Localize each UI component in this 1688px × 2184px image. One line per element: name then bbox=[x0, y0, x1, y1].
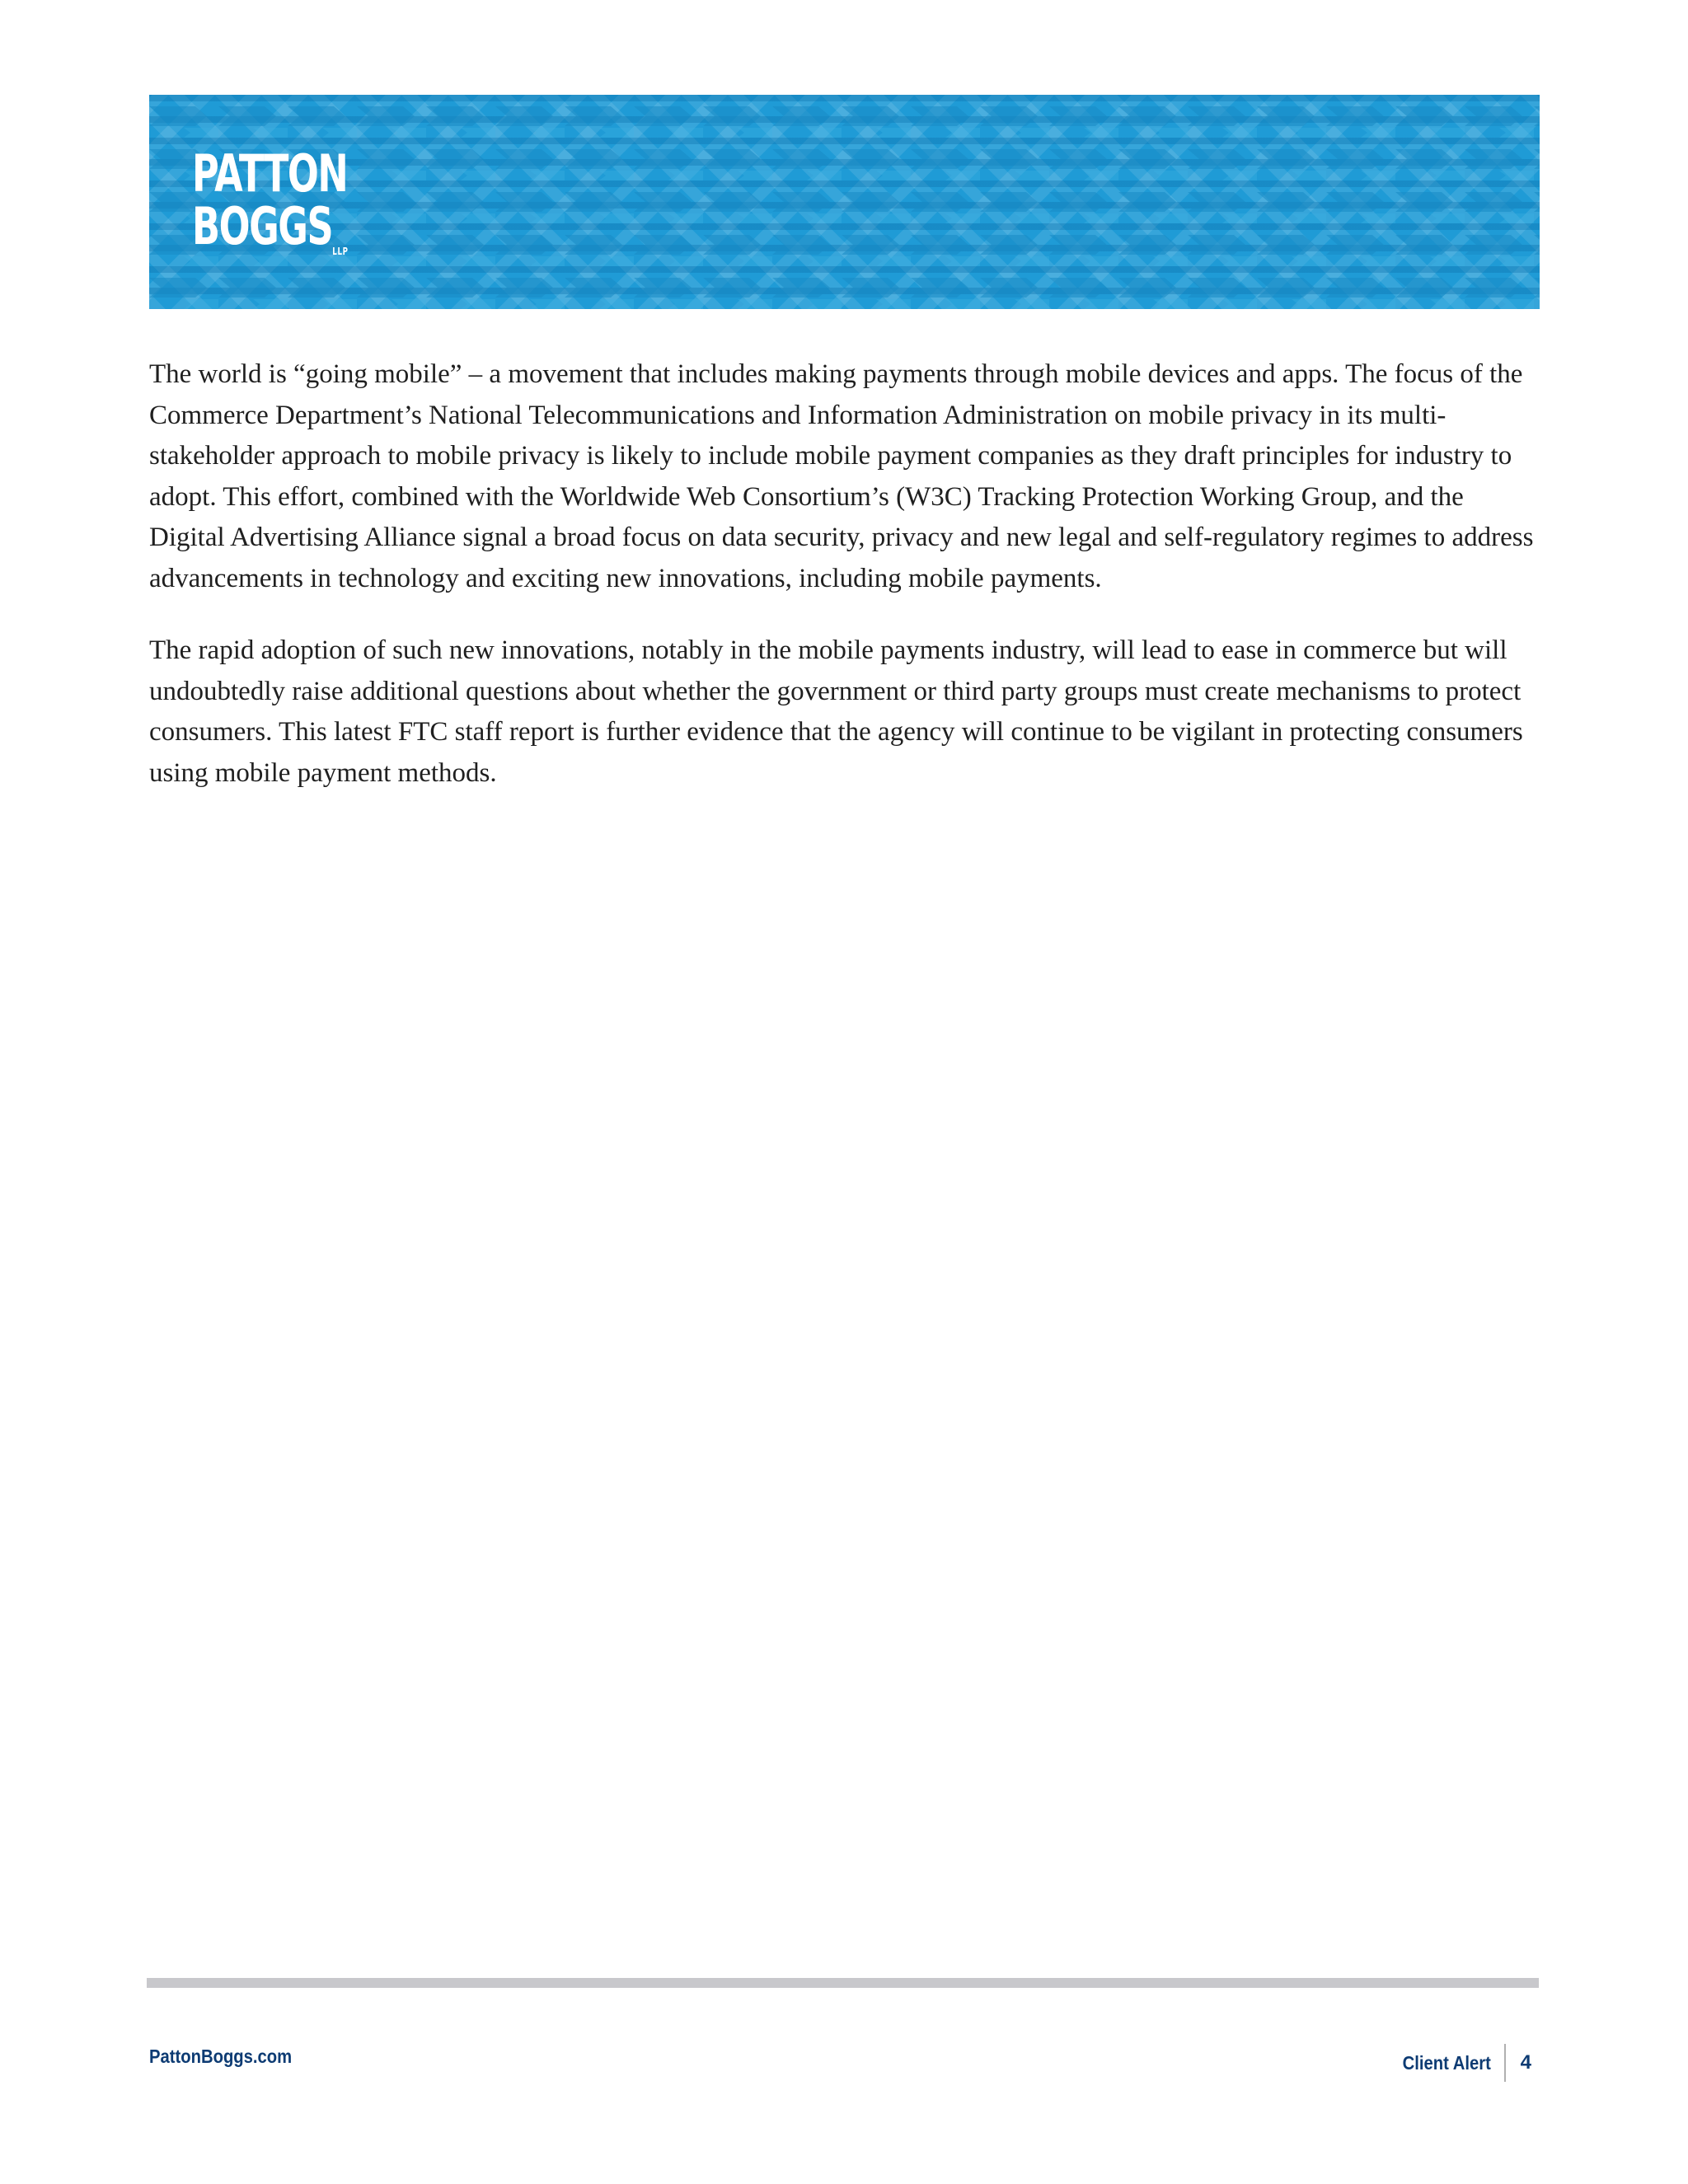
header-banner bbox=[149, 95, 1540, 309]
logo-line-2 bbox=[192, 196, 349, 257]
logo-llp: LLP bbox=[332, 246, 349, 257]
website-link[interactable]: PattonBoggs.com bbox=[149, 2046, 293, 2067]
paragraph-2: The rapid adoption of such new innovations, notably in the mobile payments industry, will lead to ease in commerce but will undoubtedly raise additional questions about whether the government or third party groups must create mechanisms to protect consumers. This latest FTC staff report is further evidence that the agency will continue to be vigilant in protecting consumers using mobile payment methods. bbox=[149, 635, 1523, 788]
footer-separator bbox=[1504, 2044, 1506, 2082]
patton-boggs-logo[interactable] bbox=[192, 143, 349, 257]
article-body bbox=[149, 354, 1542, 825]
logo-line-1: PATTON bbox=[192, 143, 348, 204]
footer-divider bbox=[147, 1978, 1539, 1988]
arrow-pattern bbox=[149, 95, 1540, 309]
page-number: 4 bbox=[1520, 2051, 1531, 2074]
logo-line-2-text: BOGGS bbox=[192, 196, 333, 256]
paragraph-1: The world is “going mobile” – a movement that includes making payments through mobile devices and apps. The focus of the Commerce Department’s National Telecommunications and Information Administration on mobile privacy in its multi-stakeholder approach to mobile privacy is likely to include mobile payment companies as they draft principles for industry to adopt. This effort, combined with the Worldwide Web Consortium’s (W3C) Tracking Protection Working Group, and the Digital Advertising Alliance signal a broad focus on data security, privacy and new legal and self-regulatory regimes to address advancements in technology and exciting new innovations, including mobile payments. bbox=[149, 359, 1534, 593]
doc-type-label: Client Alert bbox=[1402, 2051, 1491, 2074]
footer-meta bbox=[1390, 2044, 1531, 2082]
